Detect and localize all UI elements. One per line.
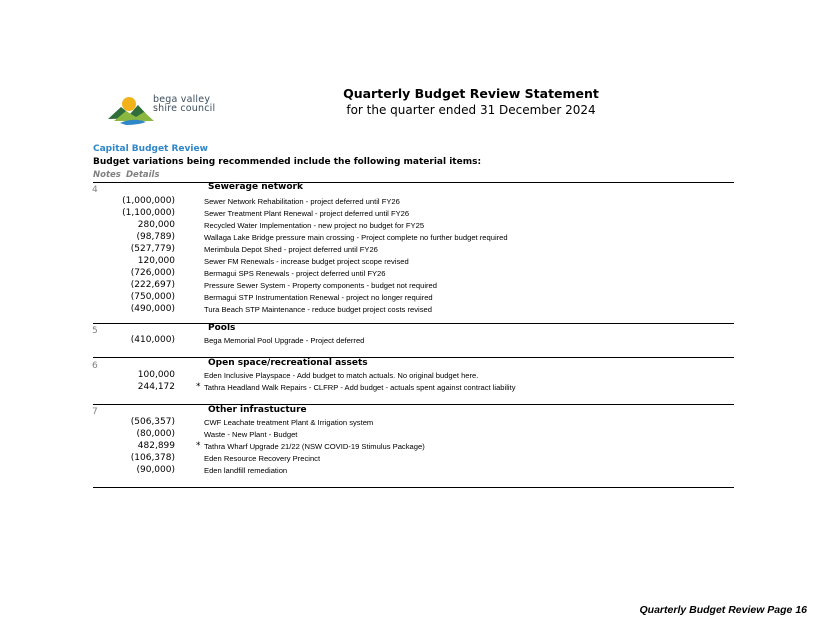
item-amount: (106,378) bbox=[130, 453, 175, 463]
item-amount: (527,779) bbox=[130, 244, 175, 254]
page-footer: Quarterly Budget Review Page 16 bbox=[639, 604, 807, 616]
logo-line-1: bega valley bbox=[153, 94, 211, 105]
line-item bbox=[93, 304, 734, 316]
page-title: Quarterly Budget Review Statement bbox=[343, 86, 599, 101]
item-description: Pressure Sewer System - Property components - budget not required bbox=[204, 281, 437, 290]
item-amount: (490,000) bbox=[130, 304, 175, 314]
line-item bbox=[93, 280, 734, 292]
group-divider bbox=[93, 357, 734, 358]
group-note: 6 bbox=[92, 361, 98, 371]
item-description: Eden Inclusive Playspace - Add budget to match actuals. No original budget here. bbox=[204, 371, 479, 380]
item-amount: (1,100,000) bbox=[122, 208, 175, 218]
item-amount: 120,000 bbox=[137, 256, 175, 266]
item-description: Waste - New Plant - Budget bbox=[204, 430, 298, 439]
item-description: Sewer Network Rehabilitation - project deferred until FY26 bbox=[204, 197, 400, 206]
group-heading: Open space/recreational assets bbox=[208, 358, 368, 368]
item-description: Bermagui SPS Renewals - project deferred until FY26 bbox=[204, 269, 386, 278]
item-description: Bega Memorial Pool Upgrade - Project deferred bbox=[204, 336, 365, 345]
intro-text: Budget variations being recommended include the following material items: bbox=[93, 157, 482, 167]
line-item bbox=[93, 370, 734, 382]
line-item bbox=[93, 220, 734, 232]
logo-line-2: shire council bbox=[153, 103, 216, 114]
page-subtitle: for the quarter ended 31 December 2024 bbox=[346, 103, 596, 117]
group-heading: Other infrastucture bbox=[208, 405, 307, 415]
line-item bbox=[93, 429, 734, 441]
line-item bbox=[93, 256, 734, 268]
asterisk-marker: * bbox=[196, 441, 201, 451]
asterisk-marker: * bbox=[196, 382, 201, 392]
line-item bbox=[93, 208, 734, 220]
line-item bbox=[93, 382, 734, 394]
item-amount: 280,000 bbox=[137, 220, 175, 230]
item-amount: (726,000) bbox=[130, 268, 175, 278]
item-amount: (506,357) bbox=[130, 417, 175, 427]
item-description: Tathra Wharf Upgrade 21/22 (NSW COVID-19 Stimulus Package) bbox=[204, 442, 425, 451]
group-heading: Sewerage network bbox=[208, 182, 303, 192]
item-amount: 244,172 bbox=[137, 382, 175, 392]
item-amount: (410,000) bbox=[130, 335, 175, 345]
group-note: 4 bbox=[92, 185, 98, 195]
item-description: Merimbula Depot Shed - project deferred until FY26 bbox=[204, 245, 378, 254]
group-note: 7 bbox=[92, 407, 98, 417]
line-item bbox=[93, 292, 734, 304]
line-item bbox=[93, 417, 734, 429]
item-amount: (80,000) bbox=[136, 429, 175, 439]
item-amount: 100,000 bbox=[137, 370, 175, 380]
line-item bbox=[93, 441, 734, 453]
line-item bbox=[93, 232, 734, 244]
item-amount: (222,697) bbox=[130, 280, 175, 290]
line-item bbox=[93, 196, 734, 208]
line-item bbox=[93, 335, 734, 347]
item-description: Wallaga Lake Bridge pressure main crossing - Project complete no further budget required bbox=[204, 233, 508, 242]
column-header-notes: Notes bbox=[93, 170, 121, 180]
item-description: CWF Leachate treatment Plant & Irrigation system bbox=[204, 418, 374, 427]
logo-text bbox=[153, 95, 215, 113]
group-note: 5 bbox=[92, 326, 98, 336]
line-item bbox=[93, 268, 734, 280]
line-item bbox=[93, 465, 734, 477]
item-description: Eden Resource Recovery Precinct bbox=[204, 454, 321, 463]
line-item bbox=[93, 244, 734, 256]
item-description: Tura Beach STP Maintenance - reduce budget project costs revised bbox=[204, 305, 432, 314]
group-heading: Pools bbox=[208, 323, 236, 333]
item-amount: (98,789) bbox=[136, 232, 175, 242]
item-description: Tathra Headland Walk Repairs - CLFRP - Add budget - actuals spent against contract liability bbox=[204, 383, 516, 392]
group-divider bbox=[93, 404, 734, 405]
item-description: Sewer FM Renewals - increase budget project scope revised bbox=[204, 257, 409, 266]
column-header-details: Details bbox=[126, 170, 160, 180]
group-divider bbox=[93, 182, 734, 183]
line-item bbox=[93, 453, 734, 465]
item-amount: (1,000,000) bbox=[122, 196, 175, 206]
item-amount: (90,000) bbox=[136, 465, 175, 475]
section-heading: Capital Budget Review bbox=[93, 144, 208, 154]
group-divider bbox=[93, 323, 734, 324]
item-description: Bermagui STP Instrumentation Renewal - project no longer required bbox=[204, 293, 433, 302]
item-amount: 482,899 bbox=[137, 441, 175, 451]
table-bottom-rule bbox=[93, 487, 734, 488]
item-description: Recycled Water Implementation - new project no budget for FY25 bbox=[204, 221, 425, 230]
item-description: Sewer Treatment Plant Renewal - project deferred until FY26 bbox=[204, 209, 410, 218]
item-description: Eden landfill remediation bbox=[204, 466, 288, 475]
item-amount: (750,000) bbox=[130, 292, 175, 302]
